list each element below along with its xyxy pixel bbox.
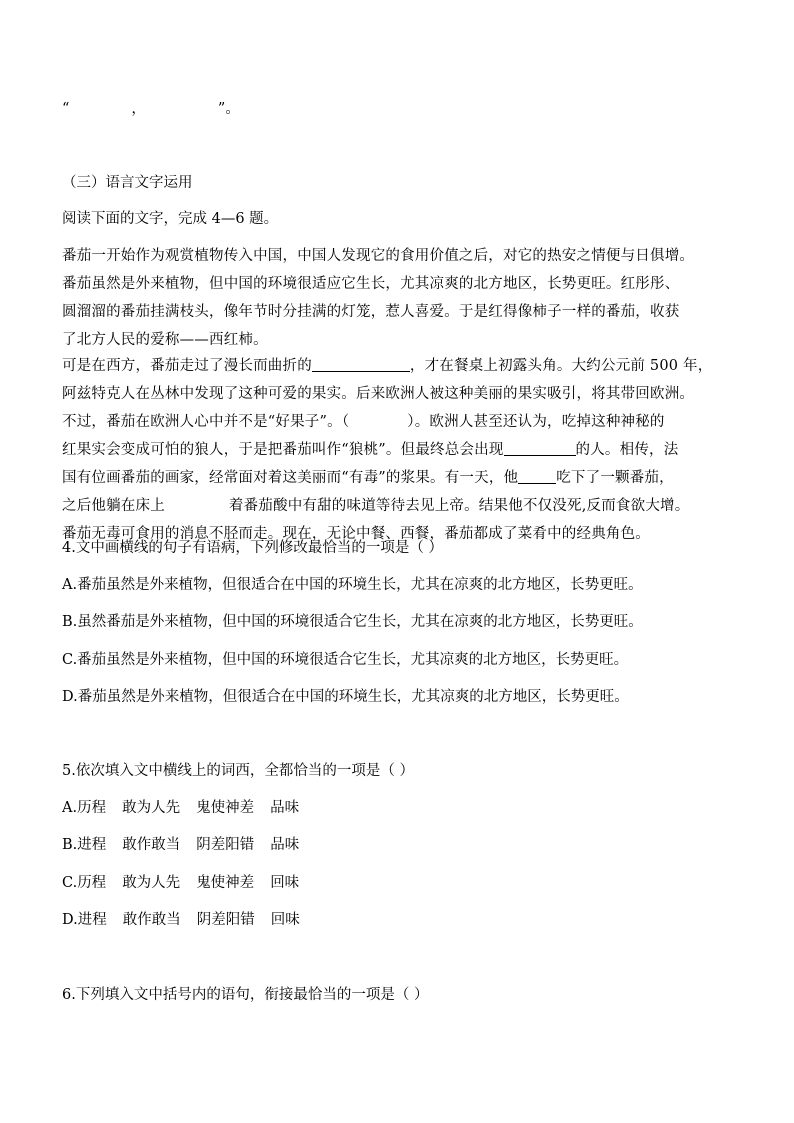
fill-blank-1 bbox=[312, 356, 410, 372]
question-4-stem: 4.文中画横线的句子有语病，下列修改最恰当的一项是（ ） bbox=[62, 540, 443, 556]
paragraph-line: 番茄虽然是外来植物，但中国的环境很适应它生长，尤其凉爽的北方地区，长势更旺。红彤彤、 bbox=[62, 276, 680, 292]
question-5-option-c[interactable]: C.历程 敢为人先 鬼使神差 回味 bbox=[62, 875, 300, 891]
paragraph-line: 圆溜溜的番茄挂满枝头，像年节时分挂满的灯笼，惹人喜爱。于是红得像柿子一样的番茄，收获 bbox=[62, 304, 680, 320]
paragraph-line: 了北方人民的爱称——西红柿。 bbox=[62, 332, 268, 348]
paragraph-line: 红果实会变成可怕的狼人，于是把番茄叫作“狼桃”。但最终总会出现 的人。相传，法 bbox=[62, 442, 679, 458]
paragraph-line: 之后他躺在床上 着番茄酸中有甜的味道等待去见上帝。结果他不仅没死,反而食欲大增。 bbox=[62, 498, 690, 514]
comma: ， bbox=[131, 101, 146, 117]
question-6-stem: 6.下列填入文中括号内的语句，衔接最恰当的一项是（ ） bbox=[62, 987, 429, 1003]
paragraph-line: 不过，番茄在欧洲人心中并不是“好果子”。（ ）。欧洲人甚至还认为，吃掉这种神秘的 bbox=[62, 414, 665, 430]
paragraph-line: 可是在西方，番茄走过了漫长而曲折的 ，才在餐桌上初露头角。大约公元前 500 年， bbox=[62, 358, 713, 374]
fill-blank-3 bbox=[518, 468, 556, 484]
question-5-option-d[interactable]: D.进程 敢作敢当 阴差阳错 回味 bbox=[62, 912, 300, 928]
paragraph-line: 阿兹特克人在丛林中发现了这种可爱的果实。后来欧洲人被这种美丽的果实吸引，将其带回欧洲。 bbox=[62, 386, 695, 402]
question-4-option-d[interactable]: D.番茄虽然是外来植物，但很适合在中国的环境生长，尤其凉爽的北方地区，长势更旺。 bbox=[62, 689, 629, 705]
question-4-option-c[interactable]: C.番茄虽然是外来植物，但中国的环境很适合它生长，尤其凉爽的北方地区，长势更旺。 bbox=[62, 652, 629, 668]
close-quote: ”。 bbox=[217, 101, 240, 117]
question-4-option-a[interactable]: A.番茄虽然是外来植物，但很适合在中国的环境生长，尤其在凉爽的北方地区，长势更旺。 bbox=[62, 577, 643, 593]
fill-blank-2 bbox=[504, 440, 576, 456]
section-title: （三）语言文字运用 bbox=[62, 175, 193, 191]
question-5-stem: 5.依次填入文中横线上的词西，全都恰当的一项是（ ） bbox=[62, 763, 414, 779]
question-4-option-b[interactable]: B.虽然番茄是外来植物，但中国的环境很适合它生长，尤其在凉爽的北方地区，长势更旺。 bbox=[62, 614, 643, 630]
reading-instruction: 阅读下面的文字，完成 4—6 题。 bbox=[62, 211, 279, 227]
paragraph-line: 番茄一开始作为观赏植物传入中国，中国人发现它的食用价值之后，对它的热安之情便与日俱增。 bbox=[62, 248, 695, 264]
passage-paragraph-2 bbox=[62, 352, 742, 548]
fill-in-quote-line bbox=[62, 99, 240, 119]
paragraph-line: 国有位画番茄的画家，经常面对着这美丽而“有毒”的浆果。有一天，他 吃下了一颗番茄， bbox=[62, 470, 674, 486]
open-quote: “ bbox=[62, 101, 70, 117]
paragraph-line: 番茄无毒可食用的消息不胫而走。现在，无论中餐、西餐，番茄都成了菜肴中的经典角色。 bbox=[62, 526, 650, 542]
question-5-option-a[interactable]: A.历程 敢为人先 鬼使神差 品味 bbox=[62, 800, 300, 816]
passage-paragraph-1 bbox=[62, 242, 742, 354]
question-5-option-b[interactable]: B.进程 敢作敢当 阴差阳错 品味 bbox=[62, 837, 300, 853]
